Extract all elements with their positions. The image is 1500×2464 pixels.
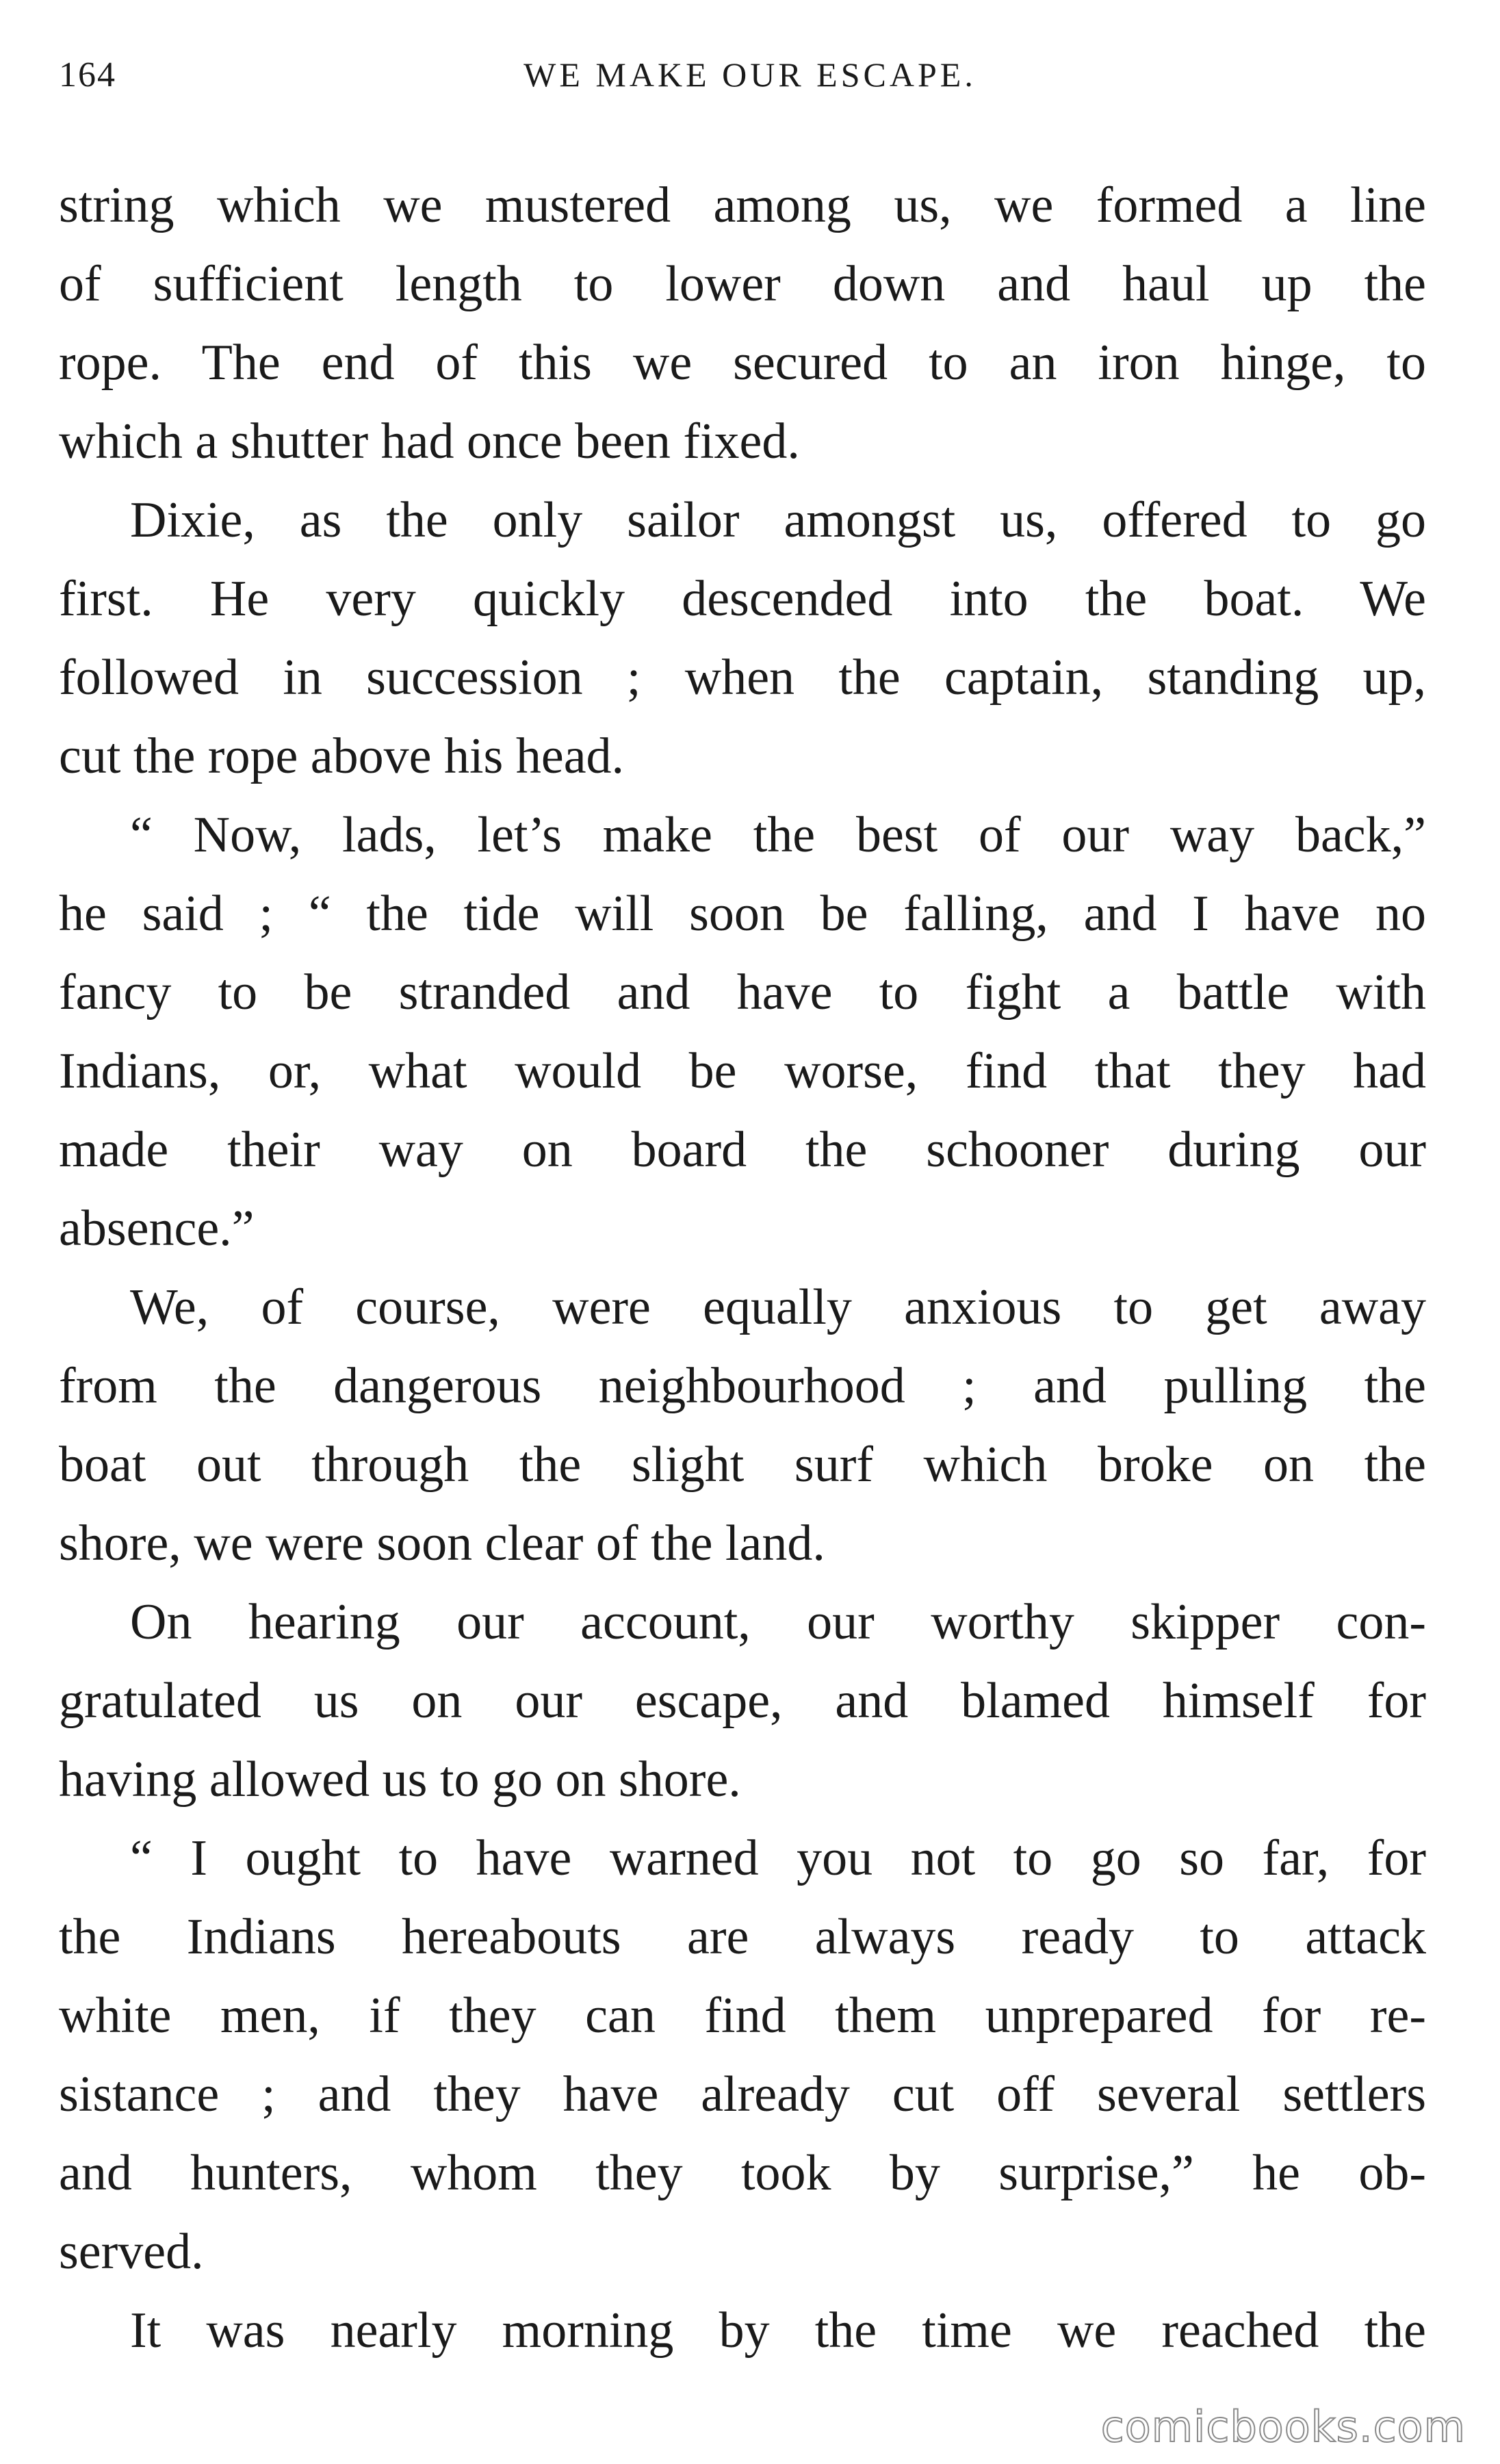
text-line: “ Now, lads, let’s make the best of our way back,” [130,807,1426,863]
paragraph [59,2292,1426,2370]
paragraph [59,1583,1426,1819]
text-line: rope. The end of this we secured to an iron hinge, to [59,335,1426,391]
text-line: first. He very quickly descended into the boat. We [59,571,1426,627]
text-line: Indians, or, what would be worse, find that they had [59,1043,1426,1099]
text-line: cut the rope above his head. [59,728,625,784]
text-line: It was nearly morning by the time we reached the [130,2302,1426,2359]
text-line: “ I ought to have warned you not to go so far, for [130,1830,1426,1886]
text-line: gratulated us on our escape, and blamed himself for [59,1673,1426,1729]
running-title: WE MAKE OUR ESCAPE. [523,55,977,94]
text-line: made their way on board the schooner during our [59,1122,1426,1178]
text-line: which a shutter had once been fixed. [59,413,800,470]
text-line: followed in succession ; when the captain, standing up, [59,650,1426,706]
paragraph [59,481,1426,796]
text-line: having allowed us to go on shore. [59,1751,741,1808]
text-line: sistance ; and they have already cut off several settlers [59,2066,1426,2122]
text-line: he said ; “ the tide will soon be falling, and I have no [59,886,1426,942]
watermark: comicbooks.com [1100,2402,1466,2452]
paragraph [59,796,1426,1268]
text-line: string which we mustered among us, we formed a line [59,177,1426,233]
page-header [59,55,1441,110]
page-number: 164 [59,55,116,94]
text-line: shore, we were soon clear of the land. [59,1515,825,1571]
paragraph [59,1819,1426,2292]
text-line: the Indians hereabouts are always ready to attack [59,1909,1426,1965]
text-line: fancy to be stranded and have to fight a battle with [59,964,1426,1021]
text-line: from the dangerous neighbourhood ; and pulling the [59,1358,1426,1414]
text-line: boat out through the slight surf which broke on the [59,1437,1426,1493]
body-text [59,166,1426,2370]
text-line: of sufficient length to lower down and haul up the [59,256,1426,312]
paragraph [59,166,1426,481]
text-line: We, of course, were equally anxious to get away [130,1279,1426,1335]
paragraph [59,1268,1426,1583]
text-line: absence.” [59,1201,255,1257]
text-line: and hunters, whom they took by surprise,” he ob- [59,2145,1426,2201]
text-line: served. [59,2224,204,2280]
text-line: Dixie, as the only sailor amongst us, offered to go [130,492,1426,548]
text-line: On hearing our account, our worthy skipper con- [130,1594,1426,1650]
text-line: white men, if they can find them unprepared for re- [59,1988,1426,2044]
